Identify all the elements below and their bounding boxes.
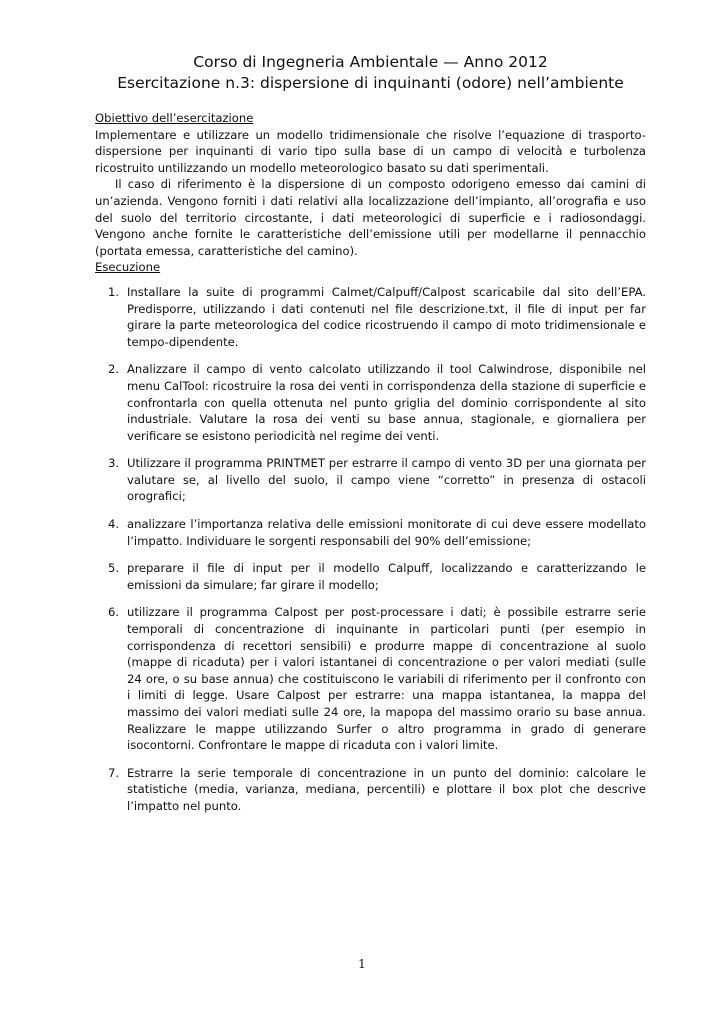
step-item-3 [95,455,646,505]
objective-paragraph-2: Il caso di riferimento è la dispersione di un composto odorigeno emesso dai camini di un’azienda. Vengono forniti i dati relativi alla localizzazione dell’impianto, all’orografia e uso del suolo del territorio circostante, i dati meteorologici di superficie e i radiosondaggi. Vengono anche fornite le caratteristiche dell’emissione utili per modellarne il pennacchio (portata emessa, caratteristiche del camino). [95,177,646,258]
step-item-6 [95,604,646,753]
objective-paragraph-1: Implementare e utilizzare un modello tridimensionale che risolve l’equazione di trasporto-dispersione per inquinanti di vario tipo sulla base di un campo di velocità e turbolenza ricostruito untilizzando un modello meteorologico basato su dati sperimentali. [95,127,646,175]
exercise-title: Esercitazione n.3: dispersione di inquinanti (odore) nell’ambiente [117,74,624,92]
step-item-4 [95,516,646,549]
step-number: 6. [108,605,120,620]
step-number: 1. [108,284,120,299]
step-item-2 [95,361,646,444]
step-number: 7. [108,765,120,780]
execution-steps-list [95,284,646,815]
step-item-5 [95,560,646,593]
step-number: 4. [108,517,120,532]
step-number: 5. [108,561,120,576]
step-number: 3. [108,456,120,471]
objective-heading: Obiettivo dell’esercitazione [95,111,254,125]
step-text: Utilizzare il programma PRINTMET per estrarre il campo di vento 3D per una giornata per valutare se, al livello del suolo, il campo viene “corretto” in presenza di ostacoli orografici; [127,456,646,504]
step-item-1 [95,284,646,350]
course-title: Corso di Ingegneria Ambientale — Anno 2012 [193,53,548,71]
execution-heading: Esecuzione [95,260,161,275]
document-page [95,52,646,826]
step-text: Installare la suite di programmi Calmet/Calpuff/Calpost scaricabile dal sito dell’EPA. Predisporre, utilizzando i dati contenuti nel file descrizione.txt, il file di input per far girare la parte meteorologica del codice ricostruendo il campo di moto tridimensionale e tempo-dipendente. [127,284,646,349]
step-text: Estrarre la serie temporale di concentrazione in un punto del dominio: calcolare le statistiche (media, varianza, mediana, percentili) e plottare il box plot che descrive l’impatto nel punto. [127,765,646,813]
step-text: preparare il file di input per il modello Calpuff, localizzando e caratterizzando le emissioni da simulare; far girare il modello; [127,561,646,592]
step-text: Analizzare il campo di vento calcolato utilizzando il tool Calwindrose, disponibile nel menu CalTool: ricostruire la rosa dei venti in corrispondenza della stazione di superficie e confrontarla con quella ottenuta nel punto griglia del dominio corrispondente al sito industriale. Valutare la rosa dei venti su base annua, stagionale, e giornaliera per verificare se esistono periodicità nel regime dei venti. [127,362,646,443]
step-text: analizzare l’importanza relativa delle emissioni monitorate di cui deve essere modellato l’impatto. Individuare le sorgenti responsabili del 90% dell’emissione; [127,517,646,548]
page-number: 1 [358,957,366,971]
step-number: 2. [108,362,120,377]
step-text: utilizzare il programma Calpost per post-processare i dati; è possibile estrarre serie temporali di concentrazione di inquinante in particolari punti (per esempio in corrispondenza di recettori sensibili) e produrre mappe di concentrazione al suolo (mappe di ricaduta) per i valori istantanei di concentrazione o per valori mediati (sulle 24 ore, o su base annua) che costituiscono le variabili di riferimento per il confronto con i limiti di legge. Usare Calpost per estrarre: una mappa istantanea, la mappa del massimo dei valori mediati sulle 24 ore, la mapopa del massimo orario su base annua. Realizzare le mappe utilizzando Surfer o altro programma in grado di generare isocontorni. Confrontare le mappe di ricaduta con i valori limite. [127,605,646,753]
step-item-7 [95,765,646,815]
